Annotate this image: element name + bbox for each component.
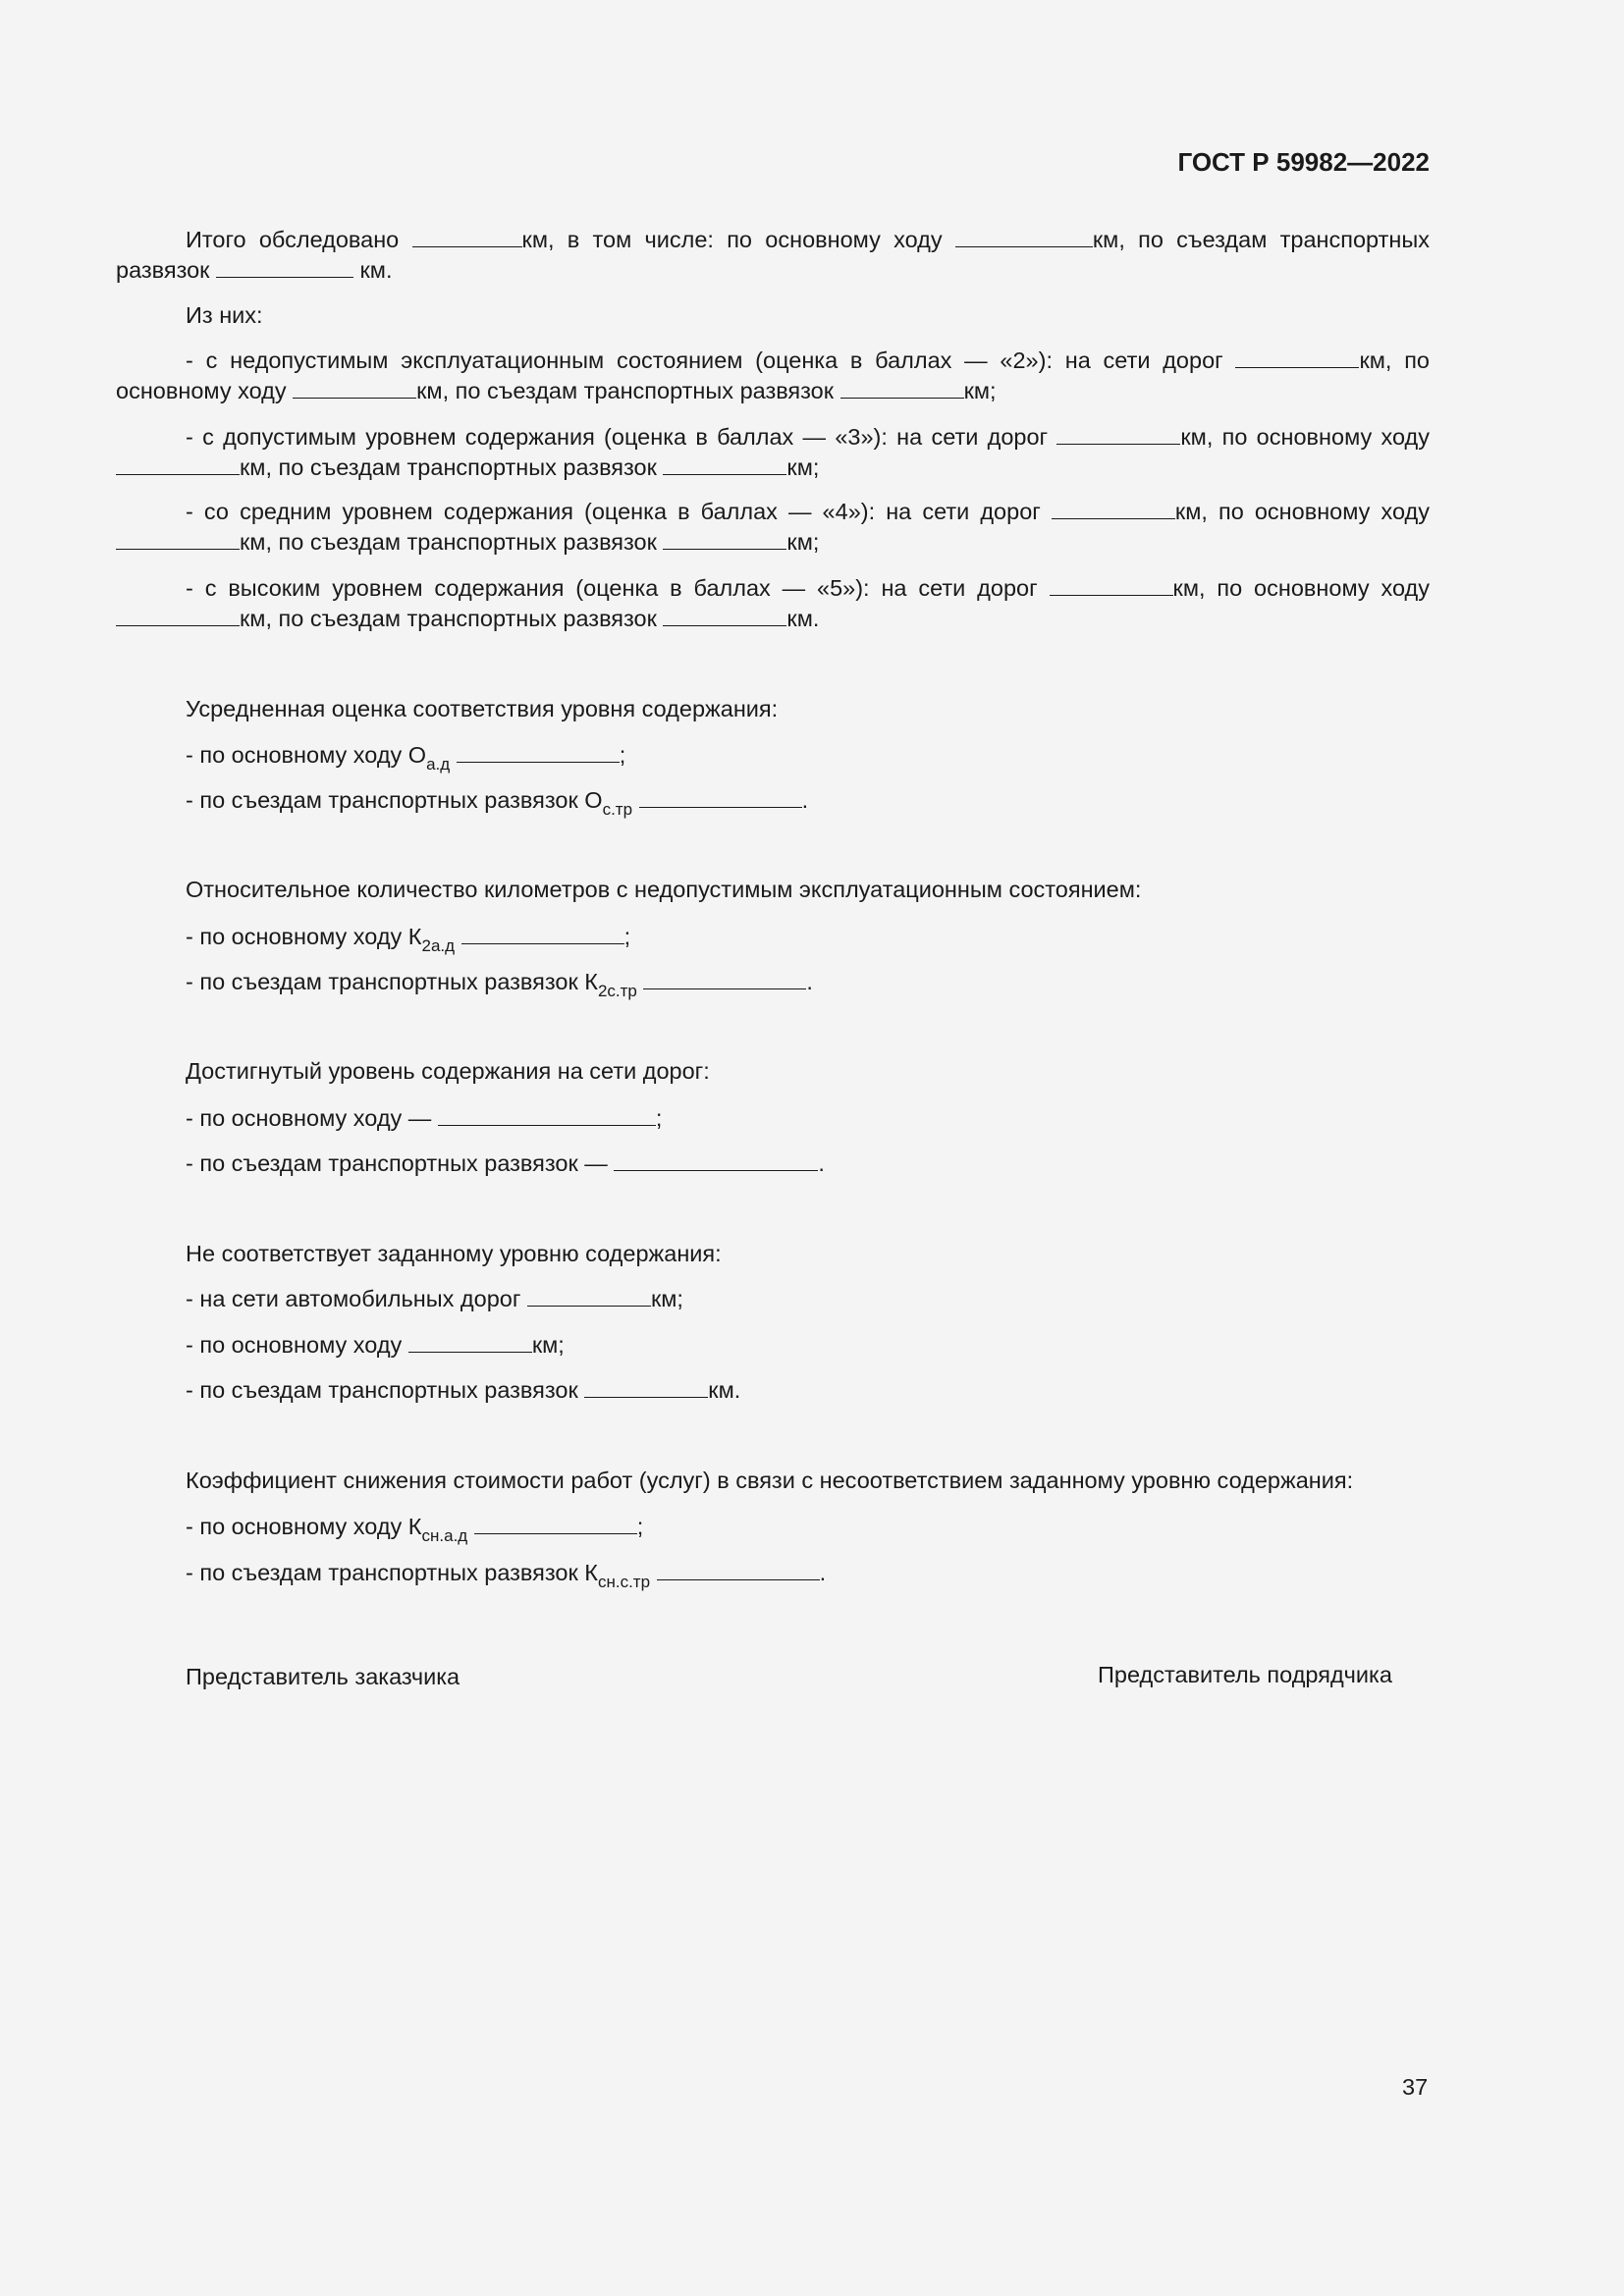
text: км, по съездам транспортных развязок (416, 378, 840, 403)
list-item (186, 785, 809, 819)
text: - с высоким уровнем содержания (оценка в баллах — «5»): на сети дорог (186, 575, 1050, 601)
blank-field[interactable] (461, 922, 624, 944)
text: - с допустимым уровнем содержания (оценка в баллах — «3»): на сети дорог (186, 424, 1057, 450)
section-title: Усредненная оценка соответствия уровня содержания: (186, 696, 779, 721)
text: км; (786, 454, 820, 480)
blank-field[interactable] (1056, 422, 1180, 445)
list-item (186, 1330, 565, 1361)
text: км; (786, 529, 820, 555)
blank-field[interactable] (614, 1148, 818, 1171)
page-number: 37 (1402, 2074, 1429, 2100)
customer-representative-label: Представитель заказчика (186, 1664, 460, 1689)
blank-field[interactable] (474, 1512, 637, 1534)
text: км, по съездам транспортных развязок (116, 227, 1430, 283)
text: . (819, 1560, 827, 1585)
text: км, по основному ходу (1180, 424, 1430, 450)
text: км, по съездам транспортных развязок (240, 529, 664, 555)
blank-field[interactable] (643, 967, 806, 989)
text: км. (708, 1377, 741, 1403)
section-title: Коэффициент снижения стоимости работ (услуг) в связи с несоответствием заданному уровню содержания: (186, 1468, 1354, 1493)
subscript: а.д (426, 755, 451, 774)
list-item (186, 922, 631, 955)
text: - по основному ходу — (186, 1105, 438, 1131)
list-item (186, 1103, 662, 1134)
blank-field[interactable] (116, 453, 240, 475)
section-title: Не соответствует заданному уровню содержания: (186, 1241, 722, 1266)
list-item (186, 1558, 827, 1591)
text: - по основному ходу К (186, 924, 422, 949)
total-surveyed-paragraph (116, 225, 1430, 286)
blank-field[interactable] (412, 225, 522, 247)
blank-field[interactable] (438, 1103, 656, 1126)
subscript: с.тр (602, 800, 633, 819)
blank-field[interactable] (639, 785, 802, 808)
text: - по съездам транспортных развязок О (186, 787, 603, 813)
text: ; (619, 742, 626, 768)
subscript: сн.а.д (421, 1526, 468, 1545)
section-title: Достигнутый уровень содержания на сети дорог: (186, 1058, 710, 1084)
blank-field[interactable] (663, 527, 786, 550)
text: - по съездам транспортных развязок К (186, 969, 598, 994)
text: . (801, 787, 809, 813)
blank-field[interactable] (408, 1330, 532, 1353)
subscript: 2с.тр (597, 982, 637, 1000)
text: - с недопустимым эксплуатационным состоянием (оценка в баллах — «2»): на сети дорог (186, 347, 1236, 373)
document-code: ГОСТ Р 59982—2022 (1177, 147, 1430, 177)
text: - по съездам транспортных развязок — (186, 1150, 615, 1176)
text: км, по съездам транспортных развязок (240, 454, 664, 480)
text: ; (623, 924, 631, 949)
text: км. (353, 257, 393, 283)
blank-field[interactable] (840, 376, 964, 399)
list-item (186, 1148, 825, 1179)
text: км, по основному ходу (1174, 499, 1430, 524)
subscript: 2а.д (421, 936, 456, 955)
text: Итого обследовано (186, 227, 412, 252)
blank-field[interactable] (216, 255, 353, 278)
blank-field[interactable] (1052, 497, 1175, 519)
contractor-representative-label: Представитель подрядчика (1098, 1662, 1392, 1687)
section-title: Относительное количество километров с недопустимым эксплуатационным состоянием: (186, 877, 1142, 902)
list-item (186, 967, 813, 1000)
score-4-paragraph (116, 497, 1430, 558)
score-2-paragraph (116, 346, 1430, 406)
text: - по основному ходу О (186, 742, 427, 768)
blank-field[interactable] (293, 376, 416, 399)
text: км, по съездам транспортных развязок (240, 606, 664, 631)
list-item (186, 740, 626, 774)
score-5-paragraph (116, 573, 1430, 634)
blank-field[interactable] (657, 1558, 820, 1580)
text: ; (655, 1105, 663, 1131)
blank-field[interactable] (584, 1375, 708, 1398)
list-item (186, 1512, 644, 1545)
text: - по съездам транспортных развязок (186, 1377, 585, 1403)
list-item (186, 1375, 740, 1406)
blank-field[interactable] (116, 604, 240, 626)
blank-field[interactable] (663, 453, 786, 475)
blank-field[interactable] (1050, 573, 1173, 596)
text: - по съездам транспортных развязок К (186, 1560, 598, 1585)
text: . (806, 969, 813, 994)
score-3-paragraph (116, 422, 1430, 483)
text: - по основному ходу (186, 1332, 408, 1358)
text: км. (786, 606, 820, 631)
text: км, по основному ходу (1172, 575, 1430, 601)
subscript: сн.с.тр (597, 1573, 651, 1591)
text: км; (531, 1332, 565, 1358)
text: - со средним уровнем содержания (оценка в баллах — «4»): на сети дорог (186, 499, 1052, 524)
blank-field[interactable] (527, 1284, 651, 1307)
blank-field[interactable] (955, 225, 1093, 247)
blank-field[interactable] (663, 604, 786, 626)
text: км, по основному ходу (116, 347, 1431, 403)
text: км, в том числе: по основному ходу (521, 227, 955, 252)
text: км; (963, 378, 997, 403)
text: - по основному ходу К (186, 1514, 422, 1539)
of-them-label: Из них: (186, 302, 263, 328)
blank-field[interactable] (116, 527, 240, 550)
list-item (186, 1284, 683, 1314)
text: . (818, 1150, 825, 1176)
blank-field[interactable] (457, 740, 620, 763)
text: - на сети автомобильных дорог (186, 1286, 527, 1311)
text: ; (636, 1514, 644, 1539)
blank-field[interactable] (1235, 346, 1359, 368)
text: км; (650, 1286, 683, 1311)
